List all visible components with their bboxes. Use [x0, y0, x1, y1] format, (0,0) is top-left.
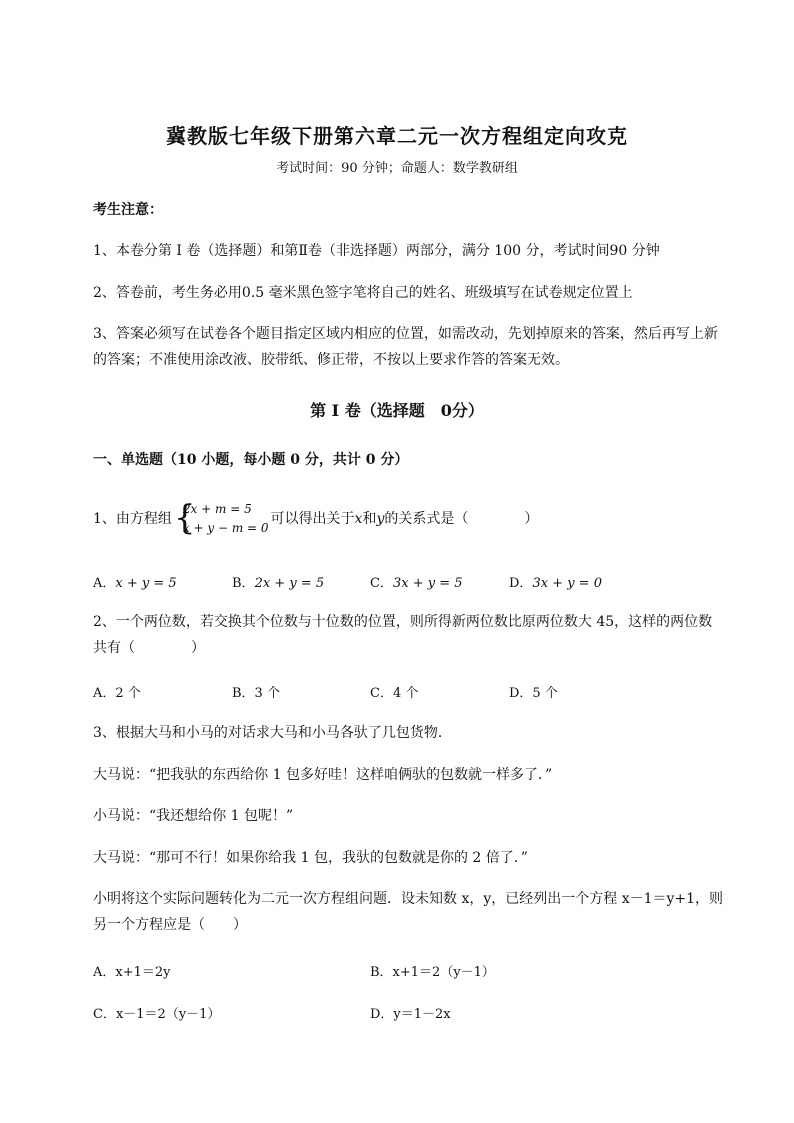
- option-label: A．: [93, 576, 116, 591]
- question-3-intro: 3、根据大马和小马的对话求大马和小马各驮了几包货物．: [93, 725, 452, 741]
- exam-subtitle: 考试时间：90 分钟；命题人：数学教研组: [276, 161, 518, 176]
- dialogue-big-horse-2: 大马说：“那可不行！如果你给我 1 包，我驮的包数就是你的 2 倍了．”: [93, 850, 528, 866]
- notice-item-2: 2、答卷前，考生务必用0.5 毫米黑色签字笔将自己的姓名、班级填写在试卷规定位置上: [93, 285, 633, 301]
- question-2-line-1: 2、一个两位数，若交换其个位数与十位数的位置，则所得新两位数比原两位数大 45，这样的两位数: [93, 614, 713, 630]
- question-3-line-2: 另一个方程应是（ ）: [93, 917, 247, 933]
- q1-option-b[interactable]: [232, 572, 324, 591]
- q2-option-c[interactable]: C．4 个: [370, 686, 419, 701]
- question-1: [93, 499, 538, 539]
- q2-option-d[interactable]: D．5 个: [509, 686, 558, 701]
- q1-option-c[interactable]: [370, 572, 463, 591]
- option-label: B．: [232, 576, 255, 591]
- notice-item-1: 1、本卷分第 I 卷（选择题）和第Ⅱ卷（非选择题）两部分，满分 100 分，考试时间90 分钟: [93, 243, 660, 259]
- q1-suffix-c: 的关系式是（ ）: [384, 511, 539, 527]
- q1-eq2: x + y − m = 0: [182, 521, 269, 535]
- q3-option-b[interactable]: B．x+1＝2（y－1）: [370, 965, 495, 980]
- q1-eq1: 2x + m = 5: [182, 502, 252, 516]
- brace-icon: {: [173, 498, 196, 538]
- q2-option-a[interactable]: A．2 个: [93, 686, 141, 701]
- q3-option-a[interactable]: A．x+1＝2y: [93, 965, 171, 980]
- option-expr: 2x + y = 5: [254, 576, 325, 591]
- q1-prefix: 1、由方程组: [93, 511, 172, 527]
- q2-option-b[interactable]: B．3 个: [232, 686, 280, 701]
- page-title: 冀教版七年级下册第六章二元一次方程组定向攻克: [166, 124, 628, 148]
- option-expr: x + y = 5: [115, 576, 177, 591]
- notice-item-3: 3、答案必须写在试卷各个题目指定区域内相应的位置，如需改动，先划掉原来的答案，然后再写上新: [93, 326, 718, 342]
- question-2-line-2: 共有（ ）: [93, 640, 205, 656]
- q1-suffix-b: 和: [362, 511, 377, 527]
- q3-option-c[interactable]: C．x－1＝2（y－1）: [93, 1007, 221, 1022]
- equation-system: [174, 500, 269, 538]
- part-heading: 一、单选题（10 小题，每小题 0 分，共计 0 分）: [93, 452, 409, 468]
- notice-item-3-cont: 的答案；不准使用涂改液、胶带纸、修正带，不按以上要求作答的答案无效。: [93, 352, 569, 368]
- option-label: D．: [509, 576, 533, 591]
- option-label: C．: [370, 576, 393, 591]
- question-3-line-1: 小明将这个实际问题转化为二元一次方程组问题．设未知数 x，y，已经列出一个方程 x－1＝y+1，则: [93, 891, 724, 907]
- q1-var-y: y: [376, 511, 385, 527]
- q1-suffix-a: 可以得出关于: [270, 511, 355, 527]
- dialogue-big-horse-1: 大马说：“把我驮的东西给你 1 包多好哇！这样咱俩驮的包数就一样多了．”: [93, 767, 553, 783]
- q1-var-x: x: [354, 511, 363, 527]
- notice-heading: 考生注意：: [93, 202, 163, 218]
- q1-option-d[interactable]: [509, 572, 602, 591]
- section-title: 第 I 卷（选择题 0分）: [310, 401, 484, 420]
- dialogue-small-horse: 小马说：“我还想给你 1 包呢！”: [93, 808, 294, 824]
- option-expr: 3x + y = 0: [532, 576, 602, 591]
- q1-option-a[interactable]: [93, 572, 177, 591]
- q3-option-d[interactable]: D．y＝1－2x: [370, 1007, 451, 1022]
- option-expr: 3x + y = 5: [392, 576, 463, 591]
